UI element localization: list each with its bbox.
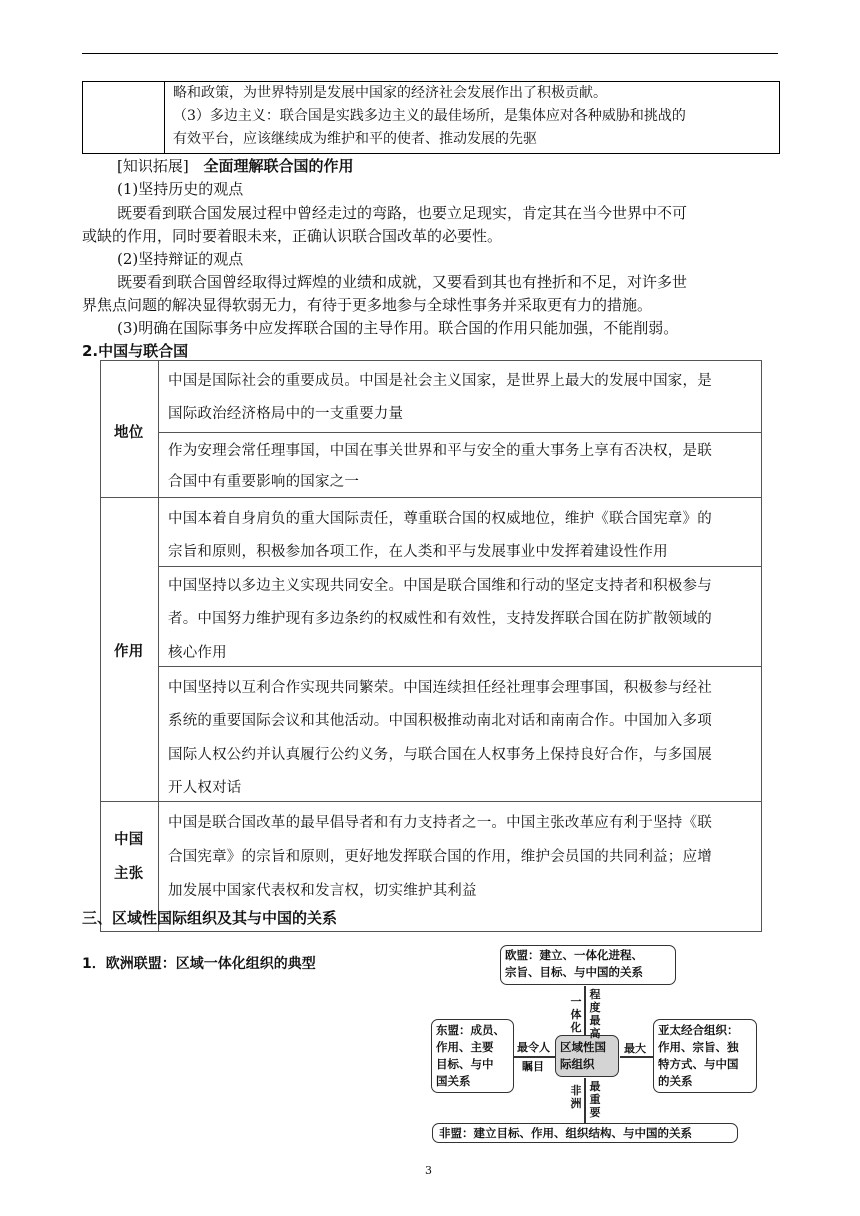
extension-p3: (3)明确在国际事务中应发挥联合国的主导作用。联合国的作用只能加强，不能削弱。 bbox=[117, 319, 679, 337]
extension-p1-title: (1)坚持历史的观点 bbox=[117, 180, 244, 198]
label-integration: 一体化 bbox=[570, 995, 582, 1034]
table-cell-line: 作为安理会常任理事国，中国在事关世界和平与安全的重大事务上享有否决权，是联 bbox=[168, 443, 712, 459]
label-largest: 最大 bbox=[624, 1042, 646, 1055]
apec-box: 亚太经合组织： 作用、宗旨、独 特方式、与中国 的关系 bbox=[653, 1019, 757, 1093]
table-cell-line: 中国坚持以多边主义实现共同安全。中国是联合国维和行动的坚定支持者和积极参与 bbox=[168, 578, 712, 594]
row-label-role: 作用 bbox=[114, 644, 144, 660]
table-cell-line: 者。中国努力维护现有多边条约的权威性和有效性，支持发挥联合国在防扩散领域的 bbox=[168, 611, 712, 627]
table-cell-line: 核心作用 bbox=[168, 645, 227, 661]
row-label-stance-2: 主张 bbox=[114, 866, 144, 882]
table-cell-line: 中国是国际社会的重要成员。中国是社会主义国家，是世界上最大的发展中国家，是 bbox=[168, 373, 712, 389]
row-label-status: 地位 bbox=[114, 425, 144, 441]
extension-heading bbox=[117, 156, 354, 176]
section-3-sub-1: 1．欧洲联盟：区域一体化组织的典型 bbox=[82, 956, 316, 972]
top-table-line-2: （3）多边主义：联合国是实践多边主义的最佳场所，是集体应对各种威胁和挑战的 bbox=[173, 108, 686, 124]
extension-tag: [知识拓展] bbox=[117, 157, 189, 175]
eu-box: 欧盟：建立、一体化进程、 宗旨、目标、与中国的关系 bbox=[500, 945, 676, 985]
label-most-important: 最重要 bbox=[589, 1080, 601, 1119]
extension-p1-line2: 或缺的作用，同时要着眼未来，正确认识联合国改革的必要性。 bbox=[82, 227, 503, 245]
label-africa: 非洲 bbox=[570, 1084, 582, 1110]
section-3-title: 三、区域性国际组织及其与中国的关系 bbox=[82, 909, 338, 927]
extension-p2-title: (2)坚持辩证的观点 bbox=[117, 250, 244, 268]
table-cell-line: 中国本着自身肩负的重大国际责任，尊重联合国的权威地位，维护《联合国宪章》的 bbox=[168, 511, 712, 527]
table-cell-line: 国际政治经济格局中的一支重要力量 bbox=[168, 406, 404, 422]
table-cell-line: 系统的重要国际会议和其他活动。中国积极推动南北对话和南南合作。中国加入多项 bbox=[168, 713, 712, 729]
extension-p2-line2: 界焦点问题的解决显得软弱无力，有待于更多地参与全球性事务并采取更有力的措施。 bbox=[82, 296, 653, 314]
table-cell-line: 中国是联合国改革的最早倡导者和有力支持者之一。中国主张改革应有利于坚持《联 bbox=[168, 815, 712, 831]
label-highest-degree: 程度最高 bbox=[589, 988, 601, 1040]
au-box: 非盟：建立目标、作用、组织结构、与中国的关系 bbox=[432, 1123, 738, 1143]
page-number: 3 bbox=[425, 1164, 432, 1177]
section-2-title: 2.中国与联合国 bbox=[82, 342, 189, 360]
asean-box: 东盟：成员、 作用、主要 目标、与中 国关系 bbox=[431, 1019, 514, 1093]
table-cell-line: 开人权对话 bbox=[168, 780, 242, 796]
extension-p1-line1: 既要看到联合国发展过程中曾经走过的弯路，也要立足现实，肯定其在当今世界中不可 bbox=[117, 204, 688, 222]
extension-p2-line1: 既要看到联合国曾经取得过辉煌的业绩和成就，又要看到其也有挫折和不足，对许多世 bbox=[117, 273, 688, 291]
label-most-notable-2: 瞩目 bbox=[522, 1060, 544, 1073]
header-rule bbox=[82, 53, 778, 54]
regional-org-center-box: 区域性国 际组织 bbox=[555, 1035, 619, 1077]
table-cell-line: 合国中有重要影响的国家之一 bbox=[168, 474, 360, 490]
top-table-line-3: 有效平台，应该继续成为维护和平的使者、推动发展的先驱 bbox=[173, 131, 537, 147]
table-cell-line: 宗旨和原则，积极参加各项工作，在人类和平与发展事业中发挥着建设性作用 bbox=[168, 544, 668, 560]
table-cell-line: 加发展中国家代表权和发言权，切实维护其利益 bbox=[168, 883, 477, 899]
top-table-line-1: 略和政策，为世界特别是发展中国家的经济社会发展作出了积极贡献。 bbox=[173, 85, 607, 101]
row-label-stance-1: 中国 bbox=[114, 832, 144, 848]
table-cell-line: 合国宪章》的宗旨和原则，更好地发挥联合国的作用，维护会员国的共同利益；应增 bbox=[168, 849, 712, 865]
extension-title: 全面理解联合国的作用 bbox=[203, 157, 354, 175]
table-cell-line: 国际人权公约并认真履行公约义务，与联合国在人权事务上保持良好合作，与多国展 bbox=[168, 747, 712, 763]
label-most-notable-1: 最令人 bbox=[517, 1041, 550, 1054]
table-cell-line: 中国坚持以互利合作实现共同繁荣。中国连续担任经社理事会理事国，积极参与经社 bbox=[168, 680, 712, 696]
